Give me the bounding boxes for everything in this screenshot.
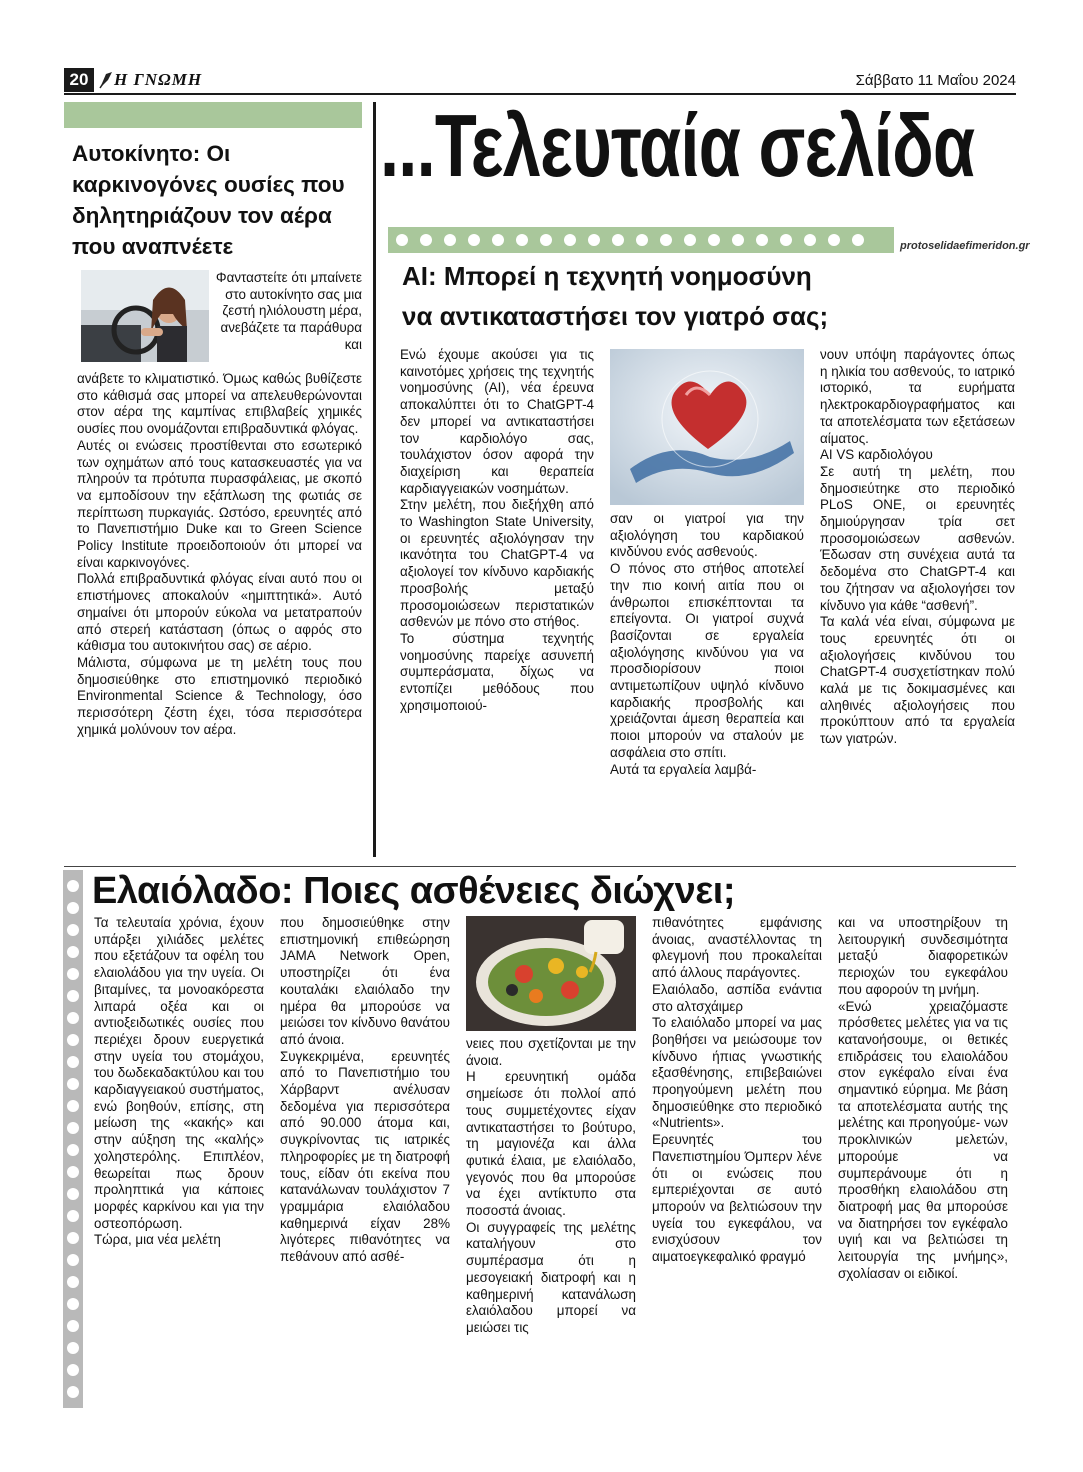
digital-heart-hand-photo	[610, 349, 804, 505]
paragraph: νουν υπόψη παράγοντες όπως η ηλικία του ασθενούς, το ιατρικό ιστορικό, τα ευρήματα ηλεκτροκαρδιογραφήματος και τα αποτελέσματα των εξετάσεων αίματος.	[820, 347, 1015, 446]
paragraph: νειες που σχετίζονται με την άνοια.	[466, 1036, 636, 1068]
oil-article-column-3	[466, 1036, 636, 1337]
paragraph: Πολλά επιβραδυντικά φλόγας είναι αυτό που οι επιστήμονες αποκαλούν «ημιπτητικά». Αυτό σημαίνει ότι μπορούν εύκολα να μετατραπούν από στερεή κατάσταση (όπως ο αφρός στο κάθισμα του αυτοκινήτου σας) σε αέριο.	[77, 571, 362, 654]
paragraph: και να υποστηρίξουν τη λειτουργική συνδεσιμότητα μεταξύ διαφορετικών περιοχών του εγκεφάλου που αφορούν τη μνήμη.	[838, 915, 1008, 997]
olive-oil-article-title: Ελαιόλαδο: Ποιες ασθένειες διώχνει;	[92, 870, 735, 912]
salad-olive-oil-photo	[466, 916, 636, 1031]
section-title: ...Τελευταία σελίδα	[380, 96, 975, 195]
ai-article-column-1	[400, 347, 594, 714]
paragraph: Συγκεκριμένα, ερευνητές από το Πανεπιστήμιο του Χάρβαρντ ανέλυσαν δεδομένα για περισσότερα από 90.000 άτομα και, συγκρίνοντας τις ιατρικές πληροφορίες με τη διατροφή τους, είδαν ότι εκείνα που κατανάλωναν τουλάχιστον 7 γραμμάρια ελαιόλαδου καθημερινά είχαν 28% λιγότερες πιθανότητες να πεθάνουν από ασθέ-	[280, 1048, 450, 1265]
paragraph: Μάλιστα, σύμφωνα με τη μελέτη τους που δημοσιεύθηκε στο επιστημονικό περιοδικό Environmental Science & Technology, όσο περισσότερη ζέστη έχει, τόσα περισσότερα χημικά μολύνουν τον αέρα.	[77, 654, 362, 737]
paragraph: πιθανότητες εμφάνισης άνοιας, αναστέλλοντας τη φλεγμονή που προκαλείται από άλλους παράγοντες.	[652, 915, 822, 981]
oil-article-column-2	[280, 915, 450, 1266]
oil-article-column-5	[838, 915, 1008, 1282]
paragraph: Το ελαιόλαδο μπορεί να μας βοηθήσει να μειώσουμε τον κίνδυνο ήπιας γνωστικής εξασθένησης, επιβεβαιώνει προηγούμενη μελέτη που δημοσιεύθηκε στο περιοδικό «Nutrients».	[652, 1015, 822, 1131]
film-strip-decoration	[63, 870, 83, 1408]
paragraph: Στην μελέτη, που διεξήχθη από το Washington State University, οι ερευνητές αξιολόγησαν την ικανότητα του ChatGPT-4 να αξιολογεί τον κίνδυνο καρδιακής προσβολής μεταξύ προσομοιώσεων περιστατικών ασθενών με πόνο στο στήθος.	[400, 497, 594, 630]
car-article-title: Αυτοκίνητο: Οι καρκινογόνες ουσίες που δηλητηριάζουν τον αέρα που αναπνέετε	[72, 141, 345, 259]
paragraph: «Ενώ χρειαζόμαστε πρόσθετες μελέτες για να τις κατανοήσουμε, οι θετικές επιδράσεις του ελαιολάδου στον εγκέφαλο είναι ένα σημαντικό εύρημα. Με βάση τα αποτελέσματα αυτής της μελέτης και προηγούμε- νων προκλινικών μελετών, μπορούμε να συμπεράνουμε ότι η προσθήκη ελαιολάδου στη διατροφή μας θα μπορούσε να διατηρήσει τον εγκέφαλο υγιή και να βελτιώσει τη λειτουργία της μνήμης», σχολίασαν οι ειδικοί.	[838, 998, 1008, 1281]
title-line: AI: Μπορεί η τεχνητή νοημοσύνη	[402, 261, 812, 291]
paragraph: που δημοσιεύθηκε στην επιστημονική επιθεώρηση JAMA Network Open, υποστηρίζει ότι ένα κουταλάκι ελαιόλαδο την ημέρα θα μπορούσε να μειώσει τον κίνδυνο θανάτου από άνοια.	[280, 915, 450, 1047]
title-line: να αντικαταστήσει τον γιατρό σας;	[402, 301, 829, 331]
column-divider	[373, 102, 376, 857]
header-rule	[64, 93, 1016, 95]
paragraph: Σε αυτή τη μελέτη, που δημοσιεύτηκε στο περιοδικό PLoS ONE, οι ερευνητές δημιούργησαν τρία σετ προσομοιώσεων ασθενών. Έδωσαν στη συνέχεια αυτά τα δεδομένα στο ChatGPT-4 και του ζήτησαν να αξιολογήσει τον κίνδυνο για κάθε “ασθενή”.	[820, 463, 1015, 613]
quill-icon	[98, 70, 114, 90]
paragraph: Το σύστημα τεχνητής νοημοσύνης παρείχε ασυνεπή συμπεράσματα, δίχως να εντοπίζει μεθόδους που χρησιμοποιού-	[400, 630, 594, 713]
issue-date: Σάββατο 11 Μαΐου 2024	[855, 72, 1016, 89]
paragraph: Αυτές οι ενώσεις προστίθενται στο εσωτερικό των οχημάτων από τους κατασκευαστές για να πληρούν τα πρότυπα πυρασφάλειας, με σκοπό να εμποδίσουν την εξάπλωση της φωτιάς σε περίπτωση πυρκαγιάς. Ωστόσο, ερευνητές από το Πανεπιστήμιο Duke και το Green Science Policy Institute προειδοποιούν ότι μπορεί να είναι καρκινογόνες.	[77, 437, 362, 570]
paragraph: Ερευνητές του Πανεπιστημίου Όμπερν λένε ότι οι ενώσεις που εμπεριέχονται σε αυτό μπορούν να βελτιώσουν την υγεία του εγκεφάλου, να ενισχύσουν τον αιματοεγκεφαλικό φραγμό	[652, 1132, 822, 1265]
paragraph: ανάβετε το κλιματιστικό. Όμως καθώς βυθίζεστε στο κάθισμά σας μπορεί να απελευθερώνονται στον αέρα της καμπίνας επιβλαβείς χημικές ουσίες που ονομάζονται επιβραδυντικά φλόγας.	[77, 371, 362, 437]
paragraph: Τώρα, μια νέα μελέτη	[94, 1232, 221, 1248]
accent-band	[64, 102, 362, 128]
ai-article-column-3	[820, 347, 1015, 748]
paragraph: Οι συγγραφείς της μελέτης καταλήγουν στο συμπέρασμα ότι η μεσογειακή διατροφή και η καθημερινή κατανάλωση ελαιόλαδου μπορεί να μειώσει τις	[466, 1219, 636, 1335]
page-number: 20	[64, 68, 94, 92]
car-article-body	[77, 371, 362, 738]
paragraph: σαν οι γιατροί για την αξιολόγηση του καρδιακού κινδύνου ενός ασθενούς.	[610, 511, 804, 560]
newspaper-name: Η ΓΝΩΜΗ	[114, 70, 203, 89]
subheading: AI VS καρδιολόγου	[820, 447, 933, 463]
ai-article-column-2	[610, 511, 804, 778]
oil-article-column-4	[652, 915, 822, 1266]
dotted-band	[388, 227, 894, 253]
car-article-intro: Φανταστείτε ότι μπαίνετε στο αυτοκίνητο σας μια ζεστή ηλιόλουστη μέρα, ανεβάζετε τα παράθυρα και	[215, 270, 362, 352]
ai-article-title	[402, 256, 1022, 336]
oil-article-column-1	[94, 915, 264, 1249]
source-credit: protoselidaefimeridon.gr	[900, 240, 1030, 252]
paragraph: Η ερευνητική ομάδα σημείωσε ότι πολλοί από τους συμμετέχοντες είχαν αντικαταστήσει το βούτυρο, τη μαγιονέζα και άλλα φυτικά έλαια, με ελαιόλαδο, γεγονός που θα μπορούσε να έχει αντίκτυπο στα ποσοστά άνοιας.	[466, 1069, 636, 1219]
paragraph: Ο πόνος στο στήθος αποτελεί την πιο κοινή αιτία που οι άνθρωποι επισκέπτονται τα επείγοντα. Οι γιατροί συχνά βασίζονται σε εργαλεία αξιολόγησης κινδύνου για να προσδιορίσουν ποιοι αντιμετωπίζουν υψηλό κίνδυνο καρδιακής προσβολής και χρειάζονται άμεση θεραπεία και ποιοι μπορούν να σταλούν με ασφάλεια στο σπίτι.	[610, 561, 804, 760]
paragraph: Τα καλά νέα είναι, σύμφωνα με τους ερευνητές ότι οι αξιολογήσεις κινδύνου του ChatGPT-4 συσχετίστηκαν πολύ καλά με τις δοκιμασμένες και αληθινές αξιολογήσεις που προκύπτουν από τα εργαλεία των γιατρών.	[820, 614, 1015, 747]
paragraph: Αυτά τα εργαλεία λαμβά-	[610, 761, 757, 777]
paragraph: Ενώ έχουμε ακούσει για τις καινοτόμες χρήσεις της τεχνητής νοημοσύνης (AI), νέα έρευνα αποκαλύπτει ότι το ChatGPT-4 δεν μπορεί να αντικαταστήσει τον καρδιολόγο σας, τουλάχιστον όσον αφορά την διαχείριση και θεραπεία καρδιαγγειακών νοσημάτων.	[400, 347, 594, 496]
paragraph: Τα τελευταία χρόνια, έχουν υπάρξει χιλιάδες μελέτες που εξετάζουν τα οφέλη του ελαιολάδου για την υγεία. Οι βιταμίνες, τα μονοακόρεστα λιπαρά οξέα και οι αντιοξειδωτικές ουσίες που περιέχει δρουν ευεργετικά στην υγεία του στομάχου, του δωδεκαδακτύλου και του καρδιαγγειακού συστήματος, ενώ βοηθούν, επίσης, στη μείωση της «κακής» και στην αύξηση της «καλής» χοληστερόλης. Επιπλέον, θεωρείται πως δρουν προληπτικά για κάποιες μορφές καρκίνου και για την οστεοπόρωση.	[94, 915, 264, 1231]
woman-driving-photo	[81, 270, 209, 362]
subheading: Ελαιόλαδο, ασπίδα ενάντια στο αλτσχάιμερ	[652, 981, 822, 1014]
